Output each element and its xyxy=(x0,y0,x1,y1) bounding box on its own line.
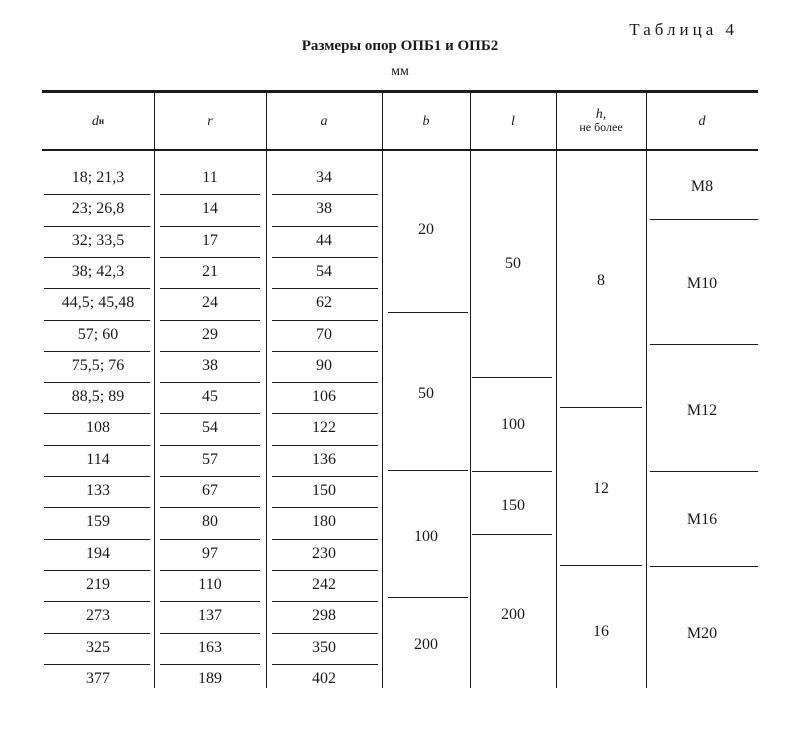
cell-dn: 75,5; 76 xyxy=(71,357,125,374)
cell-r: 80 xyxy=(202,513,218,530)
row-rule xyxy=(160,601,260,602)
d-value: M10 xyxy=(686,275,718,292)
cell-dn: 44,5; 45,48 xyxy=(61,294,135,311)
row-rule xyxy=(160,570,260,571)
b-value: 50 xyxy=(418,385,434,402)
cell-a: 90 xyxy=(316,357,332,374)
row-rule xyxy=(160,288,260,289)
row-rule xyxy=(44,445,150,446)
cell-r: 137 xyxy=(198,607,222,624)
row-rule xyxy=(44,539,150,540)
b-value: 100 xyxy=(414,528,438,545)
l-group-rule xyxy=(472,471,552,472)
row-rule xyxy=(160,664,260,665)
h-group-rule xyxy=(560,565,642,566)
row-rule xyxy=(44,476,150,477)
l-value: 150 xyxy=(501,497,525,514)
cell-a: 122 xyxy=(312,419,336,436)
row-rule xyxy=(272,351,378,352)
row-rule xyxy=(160,257,260,258)
d-group-rule xyxy=(650,344,758,345)
row-rule xyxy=(44,413,150,414)
d-value: M8 xyxy=(690,178,714,195)
row-rule xyxy=(160,476,260,477)
row-rule xyxy=(44,288,150,289)
row-rule xyxy=(160,320,260,321)
row-rule xyxy=(160,539,260,540)
row-rule xyxy=(160,226,260,227)
table-title: Размеры опор ОПБ1 и ОПБ2 xyxy=(301,38,499,54)
h-value: 16 xyxy=(593,623,609,640)
units-label: мм xyxy=(391,64,409,79)
cell-a: 106 xyxy=(312,388,336,405)
l-group-rule xyxy=(472,534,552,535)
row-rule xyxy=(160,507,260,508)
row-rule xyxy=(44,570,150,571)
column-rule xyxy=(556,93,557,688)
cell-a: 70 xyxy=(316,326,332,343)
header-dn: d н xyxy=(91,113,105,129)
row-rule xyxy=(272,194,378,195)
cell-a: 136 xyxy=(312,451,336,468)
row-rule xyxy=(272,507,378,508)
row-rule xyxy=(44,507,150,508)
cell-r: 67 xyxy=(202,482,218,499)
row-rule xyxy=(44,226,150,227)
cell-r: 163 xyxy=(198,639,222,656)
row-rule xyxy=(44,601,150,602)
row-rule xyxy=(272,382,378,383)
cell-a: 230 xyxy=(312,545,336,562)
row-rule xyxy=(160,382,260,383)
row-rule xyxy=(44,320,150,321)
cell-dn: 88,5; 89 xyxy=(71,388,125,405)
header-h: h, не более xyxy=(579,107,623,134)
row-rule xyxy=(272,476,378,477)
row-rule xyxy=(160,445,260,446)
row-rule xyxy=(160,351,260,352)
row-rule xyxy=(272,601,378,602)
cell-a: 298 xyxy=(312,607,336,624)
row-rule xyxy=(160,413,260,414)
row-rule xyxy=(272,539,378,540)
cell-dn: 133 xyxy=(86,482,110,499)
cell-dn: 273 xyxy=(86,607,110,624)
h-value: 8 xyxy=(597,272,605,289)
b-value: 200 xyxy=(414,636,438,653)
row-rule xyxy=(272,633,378,634)
header-a: a xyxy=(320,113,328,129)
cell-r: 97 xyxy=(202,545,218,562)
cell-r: 110 xyxy=(198,576,222,593)
row-rule xyxy=(44,194,150,195)
cell-r: 38 xyxy=(202,357,218,374)
cell-a: 242 xyxy=(312,576,336,593)
cell-dn: 32; 33,5 xyxy=(71,232,125,249)
b-group-rule xyxy=(388,312,468,313)
l-group-rule xyxy=(472,377,552,378)
d-group-rule xyxy=(650,471,758,472)
row-rule xyxy=(160,633,260,634)
d-group-rule xyxy=(650,566,758,567)
h-value: 12 xyxy=(593,480,609,497)
cell-dn: 23; 26,8 xyxy=(71,200,125,217)
cell-a: 62 xyxy=(316,294,332,311)
row-rule xyxy=(44,664,150,665)
cell-r: 29 xyxy=(202,326,218,343)
row-rule xyxy=(272,320,378,321)
cell-dn: 57; 60 xyxy=(77,326,119,343)
cell-dn: 219 xyxy=(86,576,110,593)
cell-dn: 194 xyxy=(86,545,110,562)
row-rule xyxy=(272,288,378,289)
cell-r: 11 xyxy=(202,169,218,186)
row-rule xyxy=(44,633,150,634)
cell-r: 14 xyxy=(202,200,218,217)
row-rule xyxy=(272,413,378,414)
b-value: 20 xyxy=(418,221,434,238)
cell-dn: 325 xyxy=(86,639,110,656)
header-l: l xyxy=(511,113,515,129)
cell-a: 44 xyxy=(316,232,332,249)
cell-r: 21 xyxy=(202,263,218,280)
cell-dn: 377 xyxy=(86,670,110,687)
d-value: M20 xyxy=(686,625,718,642)
d-value: M12 xyxy=(686,402,718,419)
d-group-rule xyxy=(650,219,758,220)
cell-dn: 38; 42,3 xyxy=(71,263,125,280)
b-group-rule xyxy=(388,470,468,471)
cell-a: 150 xyxy=(312,482,336,499)
cell-r: 17 xyxy=(202,232,218,249)
cell-a: 34 xyxy=(316,169,332,186)
cell-a: 350 xyxy=(312,639,336,656)
cell-dn: 114 xyxy=(86,451,110,468)
cell-r: 189 xyxy=(198,670,222,687)
header-bottom-rule xyxy=(42,149,758,151)
row-rule xyxy=(44,351,150,352)
cell-a: 38 xyxy=(316,200,332,217)
row-rule xyxy=(272,664,378,665)
cell-r: 54 xyxy=(202,419,218,436)
b-group-rule xyxy=(388,597,468,598)
column-rule xyxy=(470,93,471,688)
cell-dn: 18; 21,3 xyxy=(71,169,125,186)
cell-dn: 159 xyxy=(86,513,110,530)
row-rule xyxy=(44,257,150,258)
d-value: M16 xyxy=(686,511,718,528)
row-rule xyxy=(44,382,150,383)
cell-a: 54 xyxy=(316,263,332,280)
cell-a: 402 xyxy=(312,670,336,687)
cell-a: 180 xyxy=(312,513,336,530)
h-group-rule xyxy=(560,407,642,408)
row-rule xyxy=(272,226,378,227)
table-number: Таблица 4 xyxy=(629,20,738,39)
cell-r: 57 xyxy=(202,451,218,468)
l-value: 100 xyxy=(501,416,525,433)
row-rule xyxy=(272,257,378,258)
cell-r: 45 xyxy=(202,388,218,405)
cell-r: 24 xyxy=(202,294,218,311)
header-d: d xyxy=(698,113,706,129)
row-rule xyxy=(272,570,378,571)
l-value: 50 xyxy=(505,255,521,272)
row-rule xyxy=(160,194,260,195)
cell-dn: 108 xyxy=(86,419,110,436)
row-rule xyxy=(272,445,378,446)
header-r: r xyxy=(207,113,213,129)
l-value: 200 xyxy=(501,606,525,623)
header-b: b xyxy=(422,113,430,129)
